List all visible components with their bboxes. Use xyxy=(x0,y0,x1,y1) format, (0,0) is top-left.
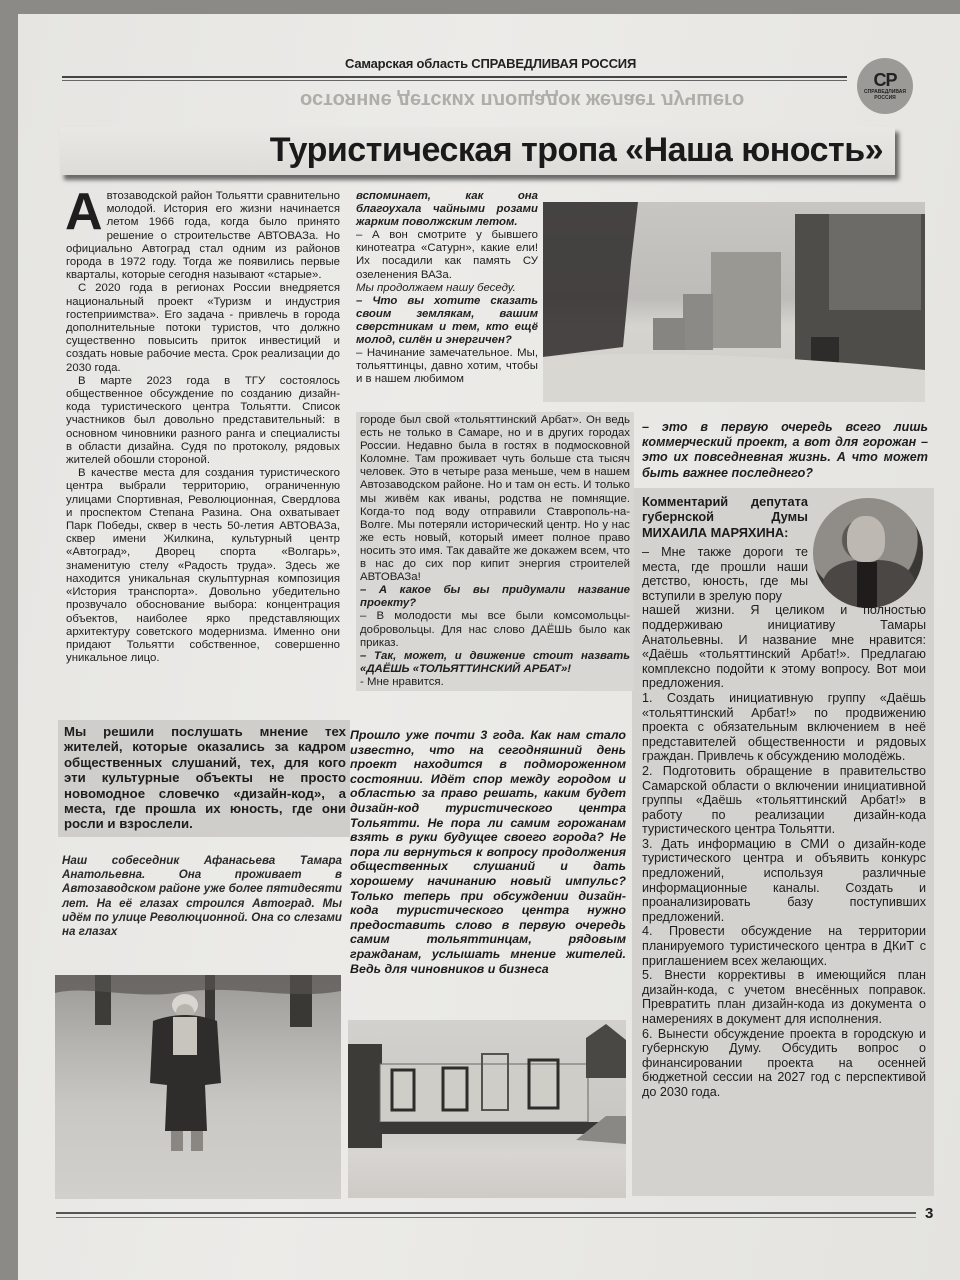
answer-paragraph: – Начинание замечательное. Мы, тольяттинцы, давно хотим, чтобы и в нашем любимом xyxy=(356,347,538,386)
header-rule xyxy=(62,76,847,78)
proposal-item: 6. Вынести обсуждение проекта в городскую и губернскую Думу. Обсудить вопрос о финансировании проекта на осенней бюджетной сессии на 2027 год с перспективой до 2030 года. xyxy=(642,1026,926,1099)
photo-street-winter xyxy=(543,202,925,402)
italic-note: Мы продолжаем нашу беседу. xyxy=(356,281,516,294)
photo-abandoned-building xyxy=(348,1020,626,1198)
header-rule-thin xyxy=(62,80,847,81)
comment-intro: – Мне также дороги те места, где прошли наши детство, юность, где мы вступили в зрелую пору xyxy=(642,545,808,603)
paragraph: В качестве места для создания туристического центра выбрали территорию, ограниченную улицами Спортивная, Революционная, Свердлова и проспектом Степана Разина. Она охватывает Парк Победы, сквер в честь 50-летия АВТОВАЗа, сквер имени Жилкина, культурный центр «Автоград», Дворец спорта «Волгарь», знаменитую стелу «Радость труда». Здесь же находится уникальная скульптурная композиция «История транспорта». Довольно убедительно прозвучало обоснование выбора: концентрация объектов, наиболее ярко представляющих архитектуру советского модернизма. Именно они придают Тольятти собственное, совершенно уникальное лицо. xyxy=(66,467,340,665)
photo-woman-illustration xyxy=(55,975,341,1199)
footer-rule-thin xyxy=(56,1217,916,1218)
comment-body xyxy=(642,545,926,1100)
answer-paragraph: - Мне нравится. xyxy=(360,675,444,688)
question-paragraph: – Так, может, и движение стоит назвать «ДАЁШЬ «ТОЛЬЯТТИНСКИЙ АРБАТ»! xyxy=(360,649,630,675)
bleed-through-text: остояние детских площадок желает лучшего xyxy=(300,89,745,111)
comment-heading: Комментарий депутата губернской Думы МИХАИЛА МАРЯХИНА: xyxy=(642,494,808,540)
italic-note: вспоминает, как она благоухала чайными розами жарким поволжским летом. xyxy=(356,190,538,229)
article-title: Туристическая тропа «Наша юность» xyxy=(269,131,883,169)
comment-intro-continued: нашей жизни. Я целиком и полностью поддерживаю инициативу Тамары Анатольевны. И название мне нравится: «Даёшь «тольяттинский Арбат!». Предлагаю комплексно подойти к этому вопросу. Вот мои предложения. xyxy=(642,603,926,691)
answer-paragraph: – А вон смотрите у бывшего кинотеатра «Сатурн», какие ели! Их посадили как память СУ озеленения ВАЗа. xyxy=(356,229,538,281)
interview-intro: Наш собеседник Афанасьева Тамара Анатольевна. Она проживает в Автозаводском районе уже более пятидесяти лет. На её глазах строился Автоград. Мы идём по улице Революционной. Она со слезами на глазах xyxy=(62,854,342,939)
answer-paragraph: городе был свой «тольяттинский Арбат». Он ведь есть не только в Самаре, но и в других городах России. Недавно была в гостях в подмосковной Коломне. Там проживает чуть больше ста тысяч человек. Это в четыре раза меньше, чем в нашем Автозаводском районе. Но и там он есть. И только мы живём как иваны, родства не помнящие. Когда-то под воду отправили Ставрополь-на-Волге. Мы потеряли исторический центр. Но у нас же есть новый, который имеет полное право носить это имя. Так давайте же докажем всем, что в нас до сих пор кипит энергия строителей АВТОВАЗа! xyxy=(360,414,630,584)
column-1 xyxy=(65,183,340,665)
logo-caption-top: СПРАВЕДЛИВАЯ xyxy=(864,89,906,95)
conclusion-part-2: – это в первую очередь всего лишь коммерческий проект, а вот для горожан – это их повседневная жизнь. А что может быть важнее последнего? xyxy=(642,420,928,480)
photo-street-illustration xyxy=(543,202,925,402)
logo-caption-bottom: РОССИЯ xyxy=(874,95,896,101)
lead-box: Мы решили послушать мнение тех жителей, которые оказались за кадром общественных слушаний, тех, для кого эти культурные объекты не просто новомодное словечко «дизайн-код», а места, где прошла их юность, где они росли и взрослели. xyxy=(58,720,350,837)
paragraph: В марте 2023 года в ТГУ состоялось общественное обсуждение по созданию дизайн-кода туристического центра Тольятти. Список участников был довольно представительный: в основном чиновники разного ранга и специалисты в области дизайна. Судя по протоколу, рядовых жителей обошли стороной. xyxy=(66,374,340,467)
answer-paragraph: – В молодости мы все были комсомольцы-добровольцы. Для нас слово ДАЁШЬ было как приказ. xyxy=(360,610,630,649)
proposal-item: 2. Подготовить обращение в правительство Самарской области о включении инициативной группы «Даёшь «тольяттинский Арбат!» в работу по реализации дизайн-кода туристического центра Тольятти. xyxy=(642,763,926,837)
photo-woman-in-park xyxy=(55,975,341,1199)
photo-building-illustration xyxy=(348,1020,626,1198)
conclusion-part-1: Прошло уже почти 3 года. Как нам стало известно, что на сегодняшний день проект находится в подмороженном состоянии. Идёт спор между городом и областью за право решать, каким будет дизайн-код туристического центра Тольятти. Не пора ли самим горожанам взять в руки будущее своего города? Не пора ли вернуться к вопросу продолжения общественных слушаний и дать хорошему начинанию новый импульс? Только теперь при обсуждении дизайн-кода туристического центра нужно предоставить слово в первую очередь самим тольяттинцам, рядовым гражданам, услышать мнение жителей. Ведь для чиновников и бизнеса xyxy=(350,728,626,976)
question-paragraph: – А какое бы вы придумали название проекту? xyxy=(360,584,630,610)
column-2-middle xyxy=(356,412,634,691)
logo-mark: СР xyxy=(873,70,897,90)
question-paragraph: – Что вы хотите сказать своим землякам, вашим сверстникам и тем, кто ещё молод, силён и энергичен? xyxy=(356,294,538,347)
page-number: 3 xyxy=(925,1205,934,1222)
party-logo-icon xyxy=(857,58,913,114)
paragraph: С 2020 года в регионах России внедряется национальный проект «Туризм и индустрия гостеприимства». Его задача - привлечь в города дополнительные потоки туристов, что должно существенно повысить приток инвестиций и создать новые рабочие места. Срок реализации до 2030 года. xyxy=(66,282,340,374)
drop-cap: А xyxy=(65,183,103,241)
column-2-top xyxy=(356,190,538,386)
title-band xyxy=(60,127,895,175)
section-header: Самарская область СПРАВЕДЛИВАЯ РОССИЯ xyxy=(345,56,637,71)
footer-rule xyxy=(56,1212,916,1214)
paragraph: втозаводской район Тольятти сравнительно молодой. История его жизни начинается летом 1966 года, когда было принято решение о строительстве АВТОВАЗа. Но официально Автоград стал одним из районов города в 1972 году. Тогда же появились первые кварталы, которые сегодня называют «старые». xyxy=(66,190,340,282)
proposal-item: 5. Внести коррективы в имеющийся план дизайн-кода, с учетом внесённых поправок. Превратить план дизайн-кода из документа о намерениях в документ для исполнения. xyxy=(642,968,926,1026)
proposal-item: 1. Создать инициативную группу «Даёшь «тольяттинский Арбат!» по продвижению проекта с обязательным включением в неё представителей общественности и рядовых граждан. Привлечь к обсуждению молодёжь. xyxy=(642,690,926,764)
proposal-item: 3. Дать информацию в СМИ о дизайн-коде туристического центра и объявить конкурс предложений, используя различные информационные каналы. Создать и проанализировать базу поступивших предложений. xyxy=(642,836,926,924)
proposal-item: 4. Провести обсуждение на территории планируемого туристического центра в ДКиТ с приглашением всех желающих. xyxy=(642,924,926,968)
